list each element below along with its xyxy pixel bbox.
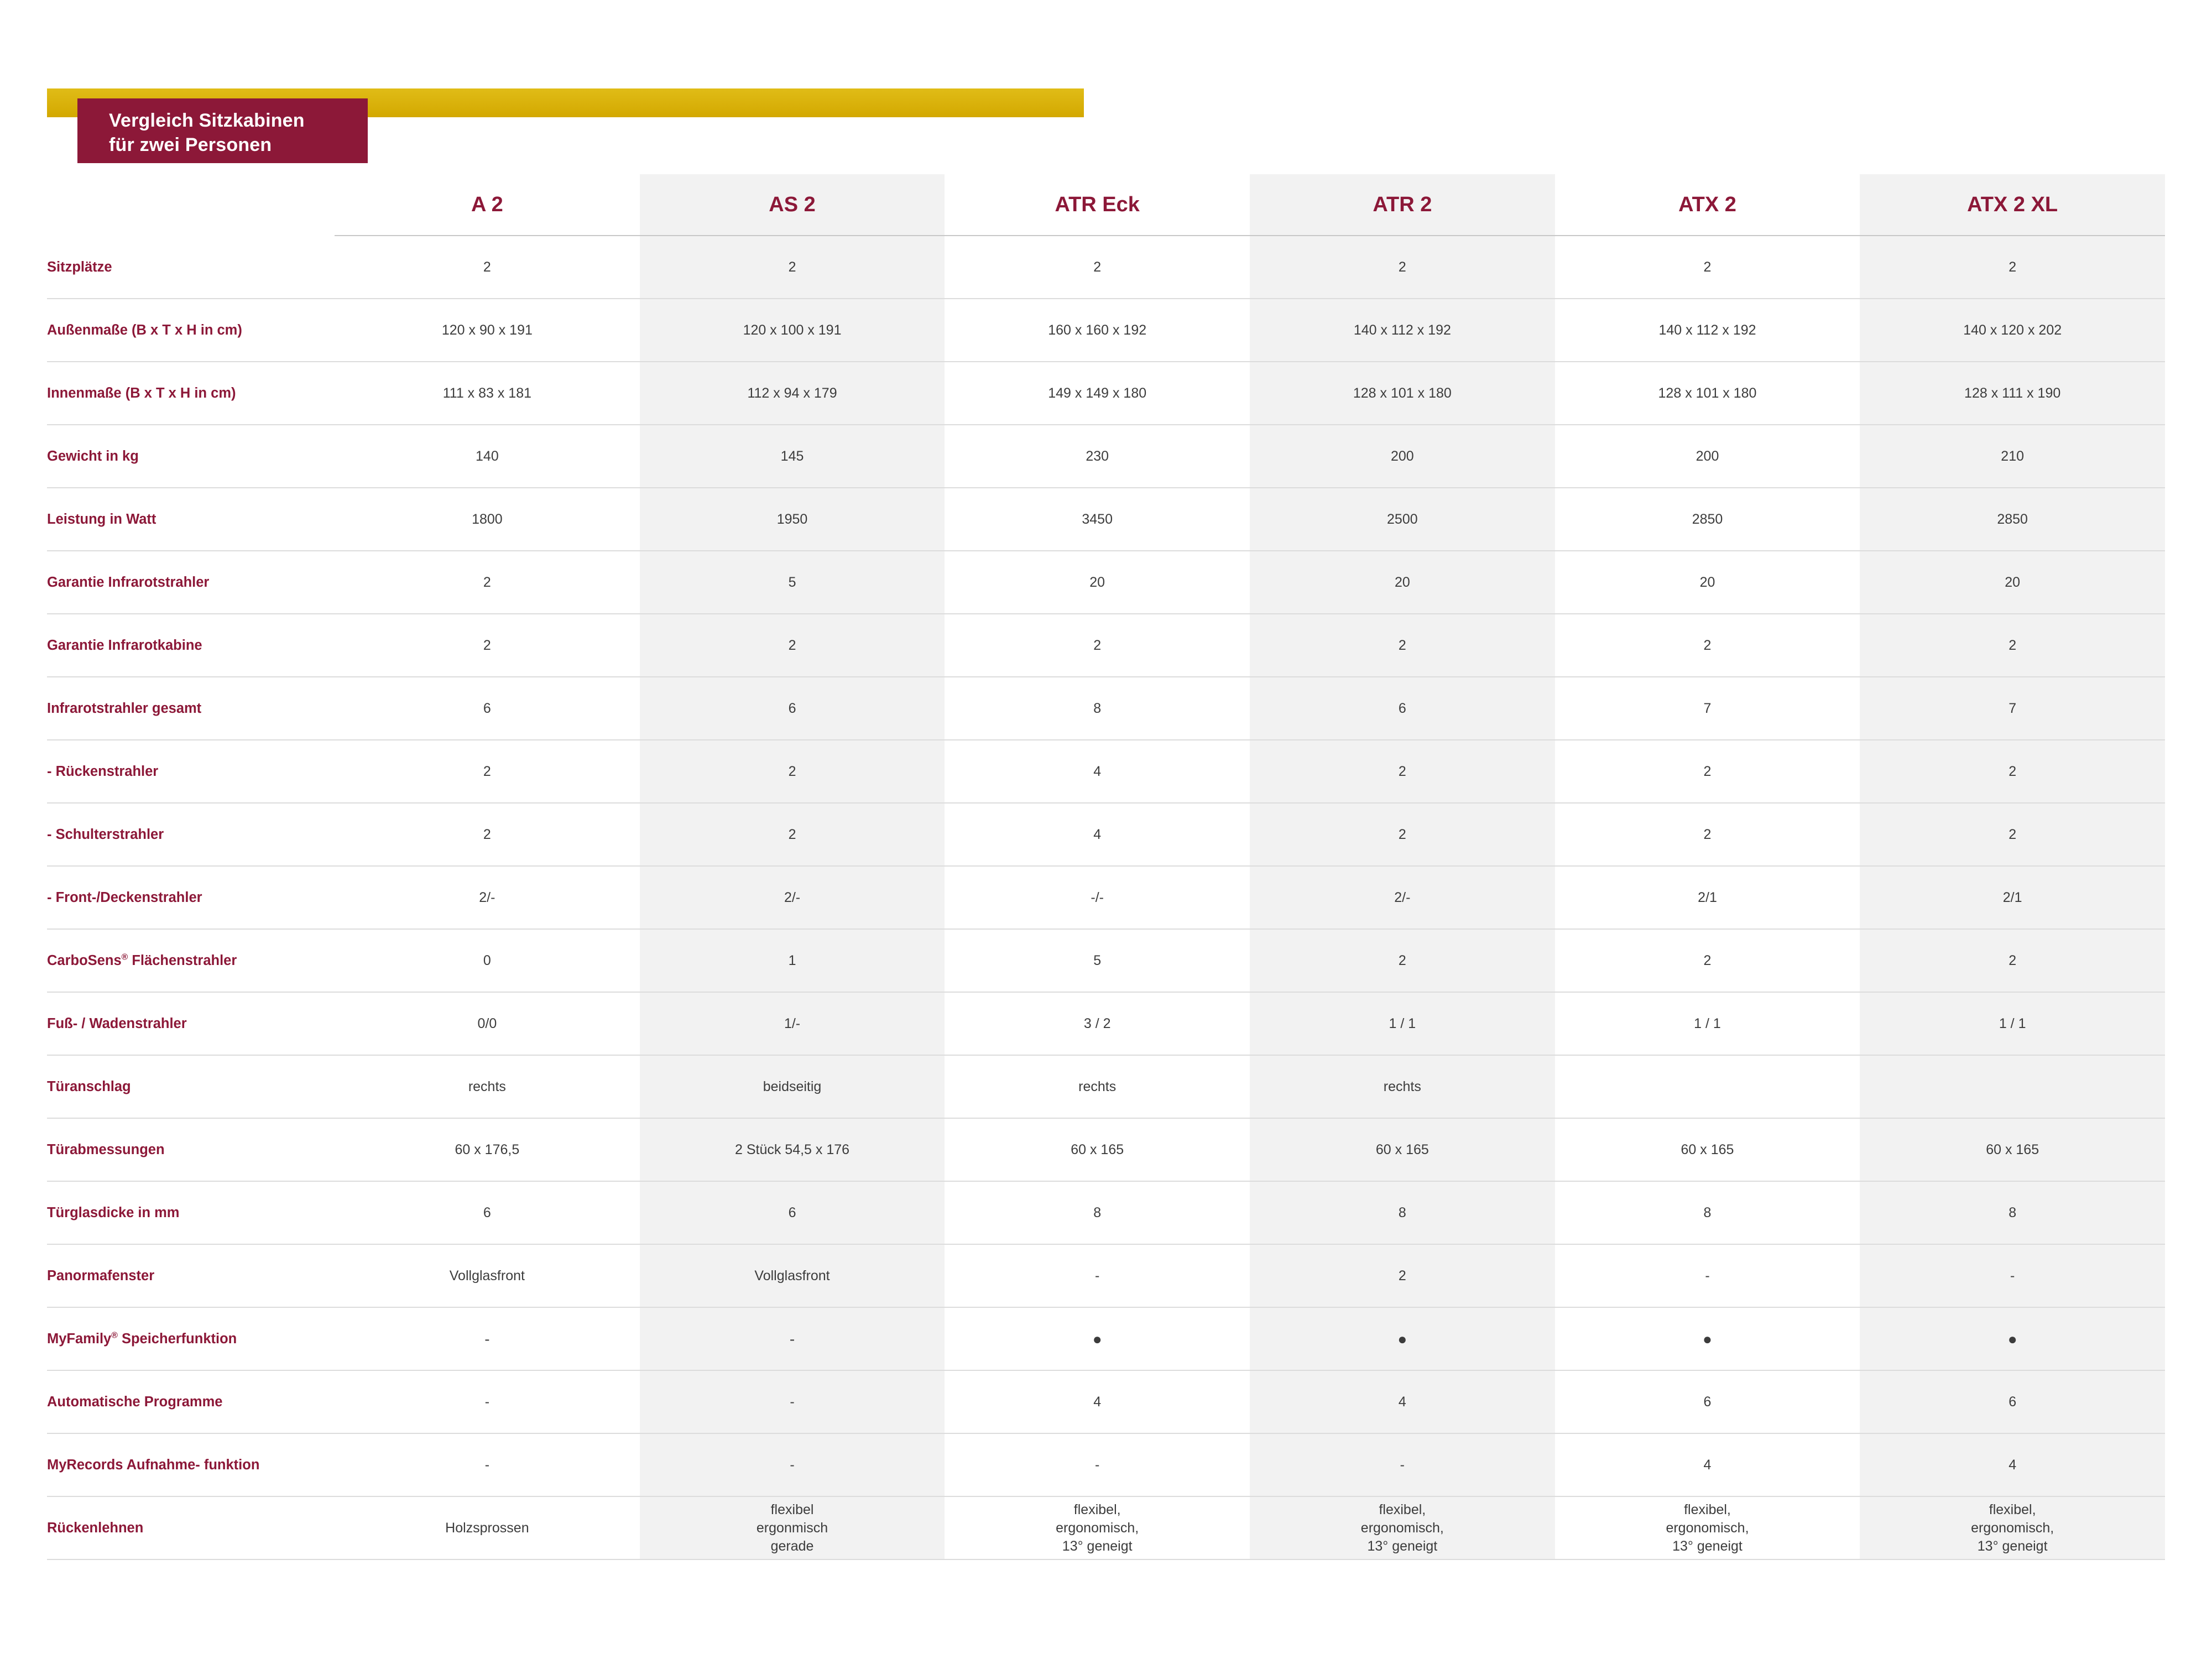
row-9-col-0: 2 xyxy=(335,803,640,866)
row-label-line1: Innenmaße xyxy=(47,385,122,401)
row-label: Türglasdicke in mm xyxy=(47,1181,335,1244)
row-5-col-4: 20 xyxy=(1555,551,1860,614)
table-row xyxy=(47,488,2165,551)
row-4-col-2: 3450 xyxy=(945,488,1250,551)
row-20-col-2 xyxy=(945,1496,1250,1559)
column-header-atr-eck: ATR Eck xyxy=(945,174,1250,236)
row-2-col-4: 128 x 101 x 180 xyxy=(1555,362,1860,425)
cell-line: ergonmisch xyxy=(756,1520,828,1536)
row-14-col-0: 60 x 176,5 xyxy=(335,1118,640,1181)
row-label: Leistung in Watt xyxy=(47,488,335,551)
row-13-col-5 xyxy=(1860,1055,2165,1118)
row-1-col-1: 120 x 100 x 191 xyxy=(640,299,945,362)
row-16-col-4: - xyxy=(1555,1244,1860,1307)
row-4-col-0: 1800 xyxy=(335,488,640,551)
row-2-col-2: 149 x 149 x 180 xyxy=(945,362,1250,425)
row-7-col-5: 7 xyxy=(1860,677,2165,740)
row-10-col-5: 2/1 xyxy=(1860,866,2165,929)
row-label: Türabmessungen xyxy=(47,1118,335,1181)
row-9-col-5: 2 xyxy=(1860,803,2165,866)
row-14-col-1: 2 Stück 54,5 x 176 xyxy=(640,1118,945,1181)
row-19-col-5: 4 xyxy=(1860,1433,2165,1496)
row-15-col-2: 8 xyxy=(945,1181,1250,1244)
row-5-col-1: 5 xyxy=(640,551,945,614)
row-8-col-5: 2 xyxy=(1860,740,2165,803)
row-6-col-3: 2 xyxy=(1250,614,1555,677)
row-1-col-0: 120 x 90 x 191 xyxy=(335,299,640,362)
cell-line: ergonomisch, xyxy=(1056,1520,1139,1536)
cell-line: flexibel, xyxy=(1073,1501,1121,1517)
row-label: - Schulterstrahler xyxy=(47,803,335,866)
row-16-col-2: - xyxy=(945,1244,1250,1307)
table-row xyxy=(47,362,2165,425)
row-label: Sitzplätze xyxy=(47,236,335,299)
table-row xyxy=(47,236,2165,299)
row-3-col-4: 200 xyxy=(1555,425,1860,488)
comparison-table xyxy=(47,174,2165,1560)
header-title-block xyxy=(77,98,368,163)
row-3-col-0: 140 xyxy=(335,425,640,488)
column-header-a2: A 2 xyxy=(335,174,640,236)
cell-line: flexibel, xyxy=(1379,1501,1426,1517)
row-10-col-4: 2/1 xyxy=(1555,866,1860,929)
table-header-row xyxy=(47,174,2165,236)
row-10-col-3: 2/- xyxy=(1250,866,1555,929)
row-1-col-4: 140 x 112 x 192 xyxy=(1555,299,1860,362)
table-row xyxy=(47,1370,2165,1433)
row-11-col-4: 2 xyxy=(1555,929,1860,992)
row-9-col-4: 2 xyxy=(1555,803,1860,866)
row-3-col-3: 200 xyxy=(1250,425,1555,488)
row-20-col-3 xyxy=(1250,1496,1555,1559)
cell-line: ergonomisch, xyxy=(1971,1520,2054,1536)
row-19-col-2: - xyxy=(945,1433,1250,1496)
row-1-col-3: 140 x 112 x 192 xyxy=(1250,299,1555,362)
row-5-col-5: 20 xyxy=(1860,551,2165,614)
row-label-line1: CarboSens® xyxy=(47,952,128,968)
row-label: Infrarotstrahler gesamt xyxy=(47,677,335,740)
row-3-col-1: 145 xyxy=(640,425,945,488)
row-12-col-0: 0/0 xyxy=(335,992,640,1055)
cell-line: flexibel, xyxy=(1684,1501,1731,1517)
row-8-col-1: 2 xyxy=(640,740,945,803)
row-20-col-4 xyxy=(1555,1496,1860,1559)
row-19-col-3: - xyxy=(1250,1433,1555,1496)
row-label: Rückenlehnen xyxy=(47,1496,335,1559)
row-7-col-4: 7 xyxy=(1555,677,1860,740)
row-2-col-3: 128 x 101 x 180 xyxy=(1250,362,1555,425)
row-18-col-0: - xyxy=(335,1370,640,1433)
row-9-col-3: 2 xyxy=(1250,803,1555,866)
row-17-col-0: - xyxy=(335,1307,640,1370)
row-13-col-4 xyxy=(1555,1055,1860,1118)
column-header-atr2: ATR 2 xyxy=(1250,174,1555,236)
row-15-col-1: 6 xyxy=(640,1181,945,1244)
row-0-col-0: 2 xyxy=(335,236,640,299)
row-20-col-0 xyxy=(335,1496,640,1559)
table-row xyxy=(47,992,2165,1055)
row-16-col-0: Vollglasfront xyxy=(335,1244,640,1307)
table-row xyxy=(47,866,2165,929)
table-row xyxy=(47,740,2165,803)
row-14-col-2: 60 x 165 xyxy=(945,1118,1250,1181)
row-label: Garantie Infrarotstrahler xyxy=(47,551,335,614)
row-label: Gewicht in kg xyxy=(47,425,335,488)
row-18-col-1: - xyxy=(640,1370,945,1433)
header-title-line1: Vergleich Sitzkabinen xyxy=(109,110,305,131)
row-5-col-0: 2 xyxy=(335,551,640,614)
row-15-col-5: 8 xyxy=(1860,1181,2165,1244)
row-3-col-2: 230 xyxy=(945,425,1250,488)
row-18-col-4: 6 xyxy=(1555,1370,1860,1433)
row-15-col-4: 8 xyxy=(1555,1181,1860,1244)
row-label: Türanschlag xyxy=(47,1055,335,1118)
table-row xyxy=(47,1181,2165,1244)
cell-line: 13° geneigt xyxy=(1367,1538,1438,1554)
row-0-col-1: 2 xyxy=(640,236,945,299)
row-11-col-0: 0 xyxy=(335,929,640,992)
row-label-line1: MyFamily® xyxy=(47,1331,118,1347)
row-14-col-5: 60 x 165 xyxy=(1860,1118,2165,1181)
row-label: Panormafenster xyxy=(47,1244,335,1307)
row-11-col-5: 2 xyxy=(1860,929,2165,992)
row-label xyxy=(47,1307,335,1370)
row-12-col-1: 1/- xyxy=(640,992,945,1055)
row-label-line2: (B x T x H in cm) xyxy=(132,322,242,338)
table-row xyxy=(47,1244,2165,1307)
row-1-col-5: 140 x 120 x 202 xyxy=(1860,299,2165,362)
column-header-as2: AS 2 xyxy=(640,174,945,236)
row-label-line2: funktion xyxy=(204,1457,260,1473)
row-2-col-5: 128 x 111 x 190 xyxy=(1860,362,2165,425)
row-5-col-2: 20 xyxy=(945,551,1250,614)
row-7-col-2: 8 xyxy=(945,677,1250,740)
row-8-col-3: 2 xyxy=(1250,740,1555,803)
column-header-atx2: ATX 2 xyxy=(1555,174,1860,236)
header-empty-cell xyxy=(47,174,335,236)
table-row xyxy=(47,1433,2165,1496)
table-row xyxy=(47,803,2165,866)
row-19-col-4: 4 xyxy=(1555,1433,1860,1496)
row-11-col-1: 1 xyxy=(640,929,945,992)
table-row xyxy=(47,551,2165,614)
row-label xyxy=(47,362,335,425)
row-2-col-1: 112 x 94 x 179 xyxy=(640,362,945,425)
table-row xyxy=(47,1307,2165,1370)
row-3-col-5: 210 xyxy=(1860,425,2165,488)
row-20-col-1 xyxy=(640,1496,945,1559)
row-label xyxy=(47,929,335,992)
row-10-col-0: 2/- xyxy=(335,866,640,929)
row-14-col-3: 60 x 165 xyxy=(1250,1118,1555,1181)
row-19-col-1: - xyxy=(640,1433,945,1496)
table-row xyxy=(47,929,2165,992)
row-12-col-3: 1 / 1 xyxy=(1250,992,1555,1055)
cell-line: flexibel xyxy=(770,1501,814,1517)
row-6-col-4: 2 xyxy=(1555,614,1860,677)
row-9-col-1: 2 xyxy=(640,803,945,866)
row-12-col-5: 1 / 1 xyxy=(1860,992,2165,1055)
table-header xyxy=(47,174,2165,236)
cell-line: ergonomisch, xyxy=(1666,1520,1749,1536)
row-label-line2: Flächenstrahler xyxy=(132,952,237,968)
row-2-col-0: 111 x 83 x 181 xyxy=(335,362,640,425)
row-1-col-2: 160 x 160 x 192 xyxy=(945,299,1250,362)
row-16-col-5: - xyxy=(1860,1244,2165,1307)
table-row xyxy=(47,677,2165,740)
row-12-col-4: 1 / 1 xyxy=(1555,992,1860,1055)
table-row xyxy=(47,614,2165,677)
row-17-col-1: - xyxy=(640,1307,945,1370)
row-6-col-1: 2 xyxy=(640,614,945,677)
row-0-col-5: 2 xyxy=(1860,236,2165,299)
row-4-col-5: 2850 xyxy=(1860,488,2165,551)
table-body xyxy=(47,236,2165,1559)
row-label-line1: Automatische xyxy=(47,1394,140,1410)
cell-line: gerade xyxy=(770,1538,814,1554)
header-title-line2: für zwei Personen xyxy=(109,134,272,155)
row-label xyxy=(47,1370,335,1433)
cell-line: 13° geneigt xyxy=(1672,1538,1743,1554)
row-8-col-4: 2 xyxy=(1555,740,1860,803)
table-row xyxy=(47,425,2165,488)
row-16-col-3: 2 xyxy=(1250,1244,1555,1307)
column-header-atx2xl: ATX 2 XL xyxy=(1860,174,2165,236)
row-9-col-2: 4 xyxy=(945,803,1250,866)
row-0-col-3: 2 xyxy=(1250,236,1555,299)
row-0-col-4: 2 xyxy=(1555,236,1860,299)
row-label: - Front-/Deckenstrahler xyxy=(47,866,335,929)
cell-line: flexibel, xyxy=(1989,1501,2036,1517)
row-13-col-3: rechts xyxy=(1250,1055,1555,1118)
row-7-col-1: 6 xyxy=(640,677,945,740)
row-label xyxy=(47,299,335,362)
row-7-col-0: 6 xyxy=(335,677,640,740)
row-label xyxy=(47,1433,335,1496)
cell-line: ergonomisch, xyxy=(1360,1520,1444,1536)
row-17-col-3: ● xyxy=(1250,1307,1555,1370)
row-19-col-0: - xyxy=(335,1433,640,1496)
row-8-col-0: 2 xyxy=(335,740,640,803)
row-18-col-3: 4 xyxy=(1250,1370,1555,1433)
row-label-line1: Außenmaße xyxy=(47,322,128,338)
row-15-col-0: 6 xyxy=(335,1181,640,1244)
row-11-col-2: 5 xyxy=(945,929,1250,992)
row-4-col-3: 2500 xyxy=(1250,488,1555,551)
row-label-line2: (B x T x H in cm) xyxy=(125,385,236,401)
row-5-col-3: 20 xyxy=(1250,551,1555,614)
row-6-col-2: 2 xyxy=(945,614,1250,677)
row-10-col-2: -/- xyxy=(945,866,1250,929)
row-15-col-3: 8 xyxy=(1250,1181,1555,1244)
table-row xyxy=(47,299,2165,362)
row-label-line2: Speicherfunktion xyxy=(121,1331,237,1347)
row-14-col-4: 60 x 165 xyxy=(1555,1118,1860,1181)
cell-line: 13° geneigt xyxy=(1062,1538,1133,1554)
row-10-col-1: 2/- xyxy=(640,866,945,929)
comparison-table-wrapper xyxy=(47,174,2165,1560)
row-12-col-2: 3 / 2 xyxy=(945,992,1250,1055)
table-row xyxy=(47,1496,2165,1559)
row-16-col-1: Vollglasfront xyxy=(640,1244,945,1307)
cell-line: Holzsprossen xyxy=(445,1520,529,1536)
row-18-col-5: 6 xyxy=(1860,1370,2165,1433)
row-13-col-1: beidseitig xyxy=(640,1055,945,1118)
row-11-col-3: 2 xyxy=(1250,929,1555,992)
table-row xyxy=(47,1055,2165,1118)
row-13-col-0: rechts xyxy=(335,1055,640,1118)
row-6-col-5: 2 xyxy=(1860,614,2165,677)
row-label-line2: Programme xyxy=(144,1394,223,1410)
row-4-col-4: 2850 xyxy=(1555,488,1860,551)
row-8-col-2: 4 xyxy=(945,740,1250,803)
table-row xyxy=(47,1118,2165,1181)
row-20-col-5 xyxy=(1860,1496,2165,1559)
row-6-col-0: 2 xyxy=(335,614,640,677)
row-17-col-5: ● xyxy=(1860,1307,2165,1370)
row-label: - Rückenstrahler xyxy=(47,740,335,803)
row-label: Garantie Infrarotkabine xyxy=(47,614,335,677)
row-label-line1: MyRecords Aufnahme- xyxy=(47,1457,200,1473)
row-7-col-3: 6 xyxy=(1250,677,1555,740)
row-17-col-2: ● xyxy=(945,1307,1250,1370)
cell-line: 13° geneigt xyxy=(1977,1538,2048,1554)
row-label: Fuß- / Wadenstrahler xyxy=(47,992,335,1055)
row-17-col-4: ● xyxy=(1555,1307,1860,1370)
row-18-col-2: 4 xyxy=(945,1370,1250,1433)
row-0-col-2: 2 xyxy=(945,236,1250,299)
row-4-col-1: 1950 xyxy=(640,488,945,551)
row-13-col-2: rechts xyxy=(945,1055,1250,1118)
